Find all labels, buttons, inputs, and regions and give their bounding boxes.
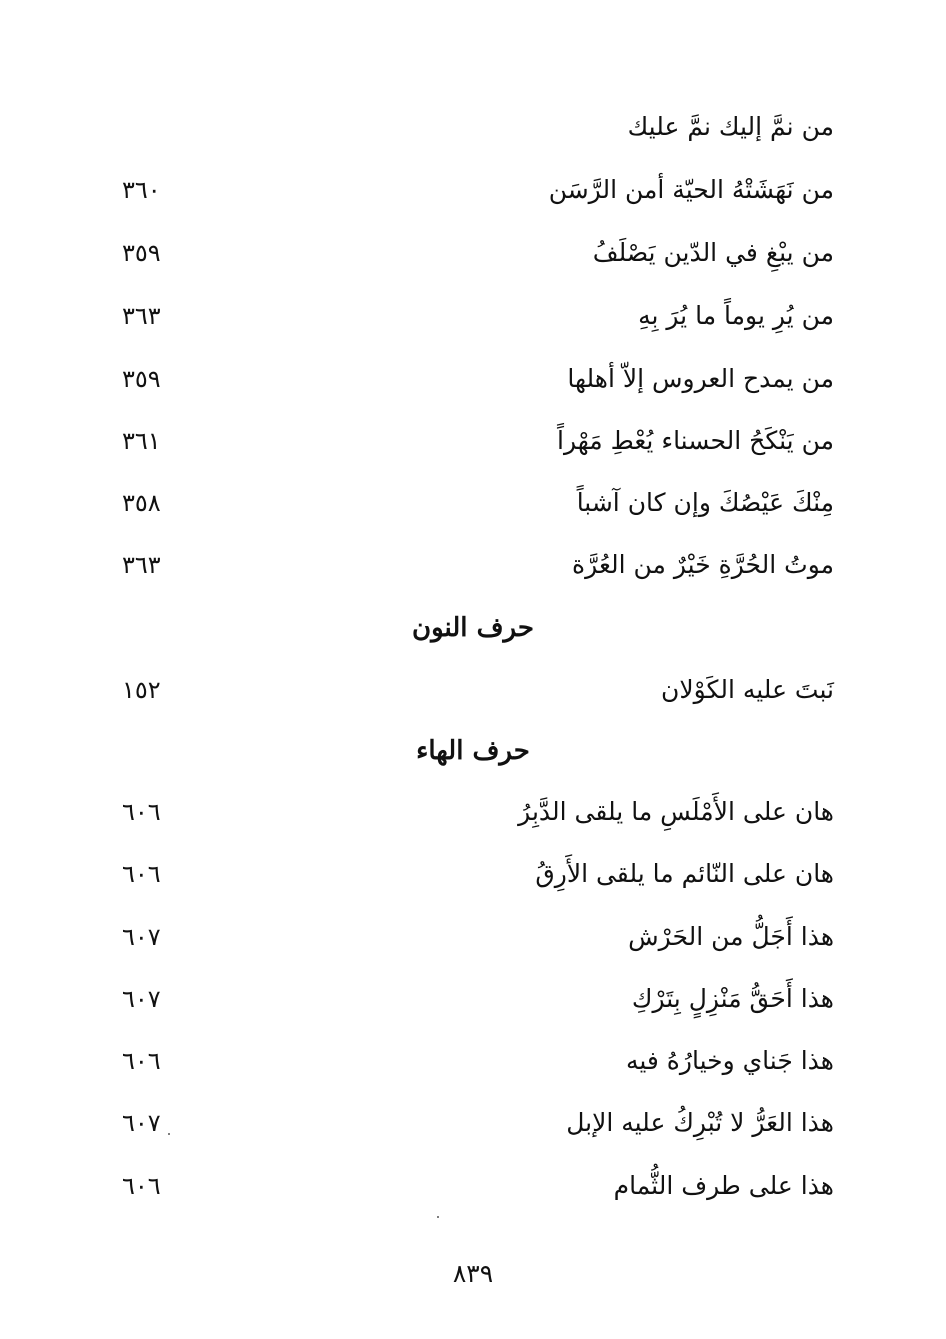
section-heading-ha: حرف الهاء	[416, 736, 530, 766]
page-reference: ٣٦١	[122, 427, 161, 455]
proverb-text: من نَهَشَتْهُ الحيّة أمن الرَّسَن	[548, 175, 834, 204]
proverb-entry	[0, 107, 946, 155]
proverb-text: موتُ الحُرَّةِ خَيْرٌ من العُرَّة	[572, 550, 834, 579]
proverb-text: من نمَّ إليك نمَّ عليك	[627, 112, 834, 141]
page-reference: ٣٥٩	[122, 239, 161, 267]
proverb-entry	[0, 792, 946, 840]
proverb-text: هذا أَحَقُّ مَنْزِلٍ بِتَرْكِ	[631, 984, 834, 1013]
page-reference: ٣٦٣	[122, 551, 161, 579]
section-heading-nun: حرف النون	[412, 613, 534, 643]
proverb-text: من يمدح العروس إلاّ أهلها	[567, 364, 834, 393]
page-reference: ٦٠٦	[122, 1172, 161, 1200]
proverb-text: هذا على طرف الثُّمام	[613, 1171, 834, 1200]
page-reference: ٦٠٦	[122, 860, 161, 888]
scan-speck	[168, 1133, 170, 1135]
proverb-text: هان على النّائم ما يلقى الأَرِقُ	[535, 859, 834, 888]
proverb-entry	[0, 979, 946, 1027]
proverb-text: من يُرِ يوماً ما يُرَ بِهِ	[638, 301, 834, 330]
proverb-entry	[0, 854, 946, 902]
page-reference: ٣٦٣	[122, 302, 161, 330]
proverb-entry	[0, 170, 946, 218]
proverb-entry	[0, 233, 946, 281]
page-number: ٨٣٩	[452, 1259, 494, 1288]
proverb-text: هذا جَناي وخيارُهُ فيه	[625, 1046, 834, 1075]
proverb-entry	[0, 1103, 946, 1151]
proverb-text: هذا أَجَلُّ من الحَرْش	[628, 922, 834, 951]
proverb-entry	[0, 296, 946, 344]
page-reference: ٣٥٩	[122, 365, 161, 393]
proverb-entry	[0, 359, 946, 407]
proverb-text: من يَنْكَحُ الحسناء يُعْطِ مَهْراً	[557, 426, 834, 455]
proverb-entry	[0, 1166, 946, 1214]
scan-speck	[437, 1216, 439, 1218]
proverb-text: من يبْغِ في الدّين يَصْلَفُ	[592, 238, 834, 267]
proverb-text: هان على الأَمْلَسِ ما يلقى الدَّبِرُ	[518, 797, 834, 826]
page-reference: ٦٠٧	[122, 923, 161, 951]
page-reference: ٦٠٦	[122, 1047, 161, 1075]
page-reference: ٣٥٨	[122, 489, 161, 517]
proverb-entry	[0, 917, 946, 965]
page-reference: ٣٦٠	[122, 176, 161, 204]
proverb-entry	[0, 545, 946, 593]
proverb-text: هذا العَرُّ لا تُبْرِكُ عليه الإبل	[566, 1108, 834, 1137]
proverb-entry	[0, 421, 946, 469]
proverb-entry	[0, 1041, 946, 1089]
page-reference: ١٥٢	[122, 676, 161, 704]
proverb-entry	[0, 483, 946, 531]
page-reference: ٦٠٦	[122, 798, 161, 826]
proverb-entry	[0, 670, 946, 718]
page-reference: ٦٠٧	[122, 985, 161, 1013]
proverb-text: مِنْكَ عَيْصُكَ وإن كان آشباً	[576, 488, 834, 517]
proverb-text: نَبتَ عليه الكَوْلان	[661, 675, 834, 704]
page-reference: ٦٠٧	[122, 1109, 161, 1137]
